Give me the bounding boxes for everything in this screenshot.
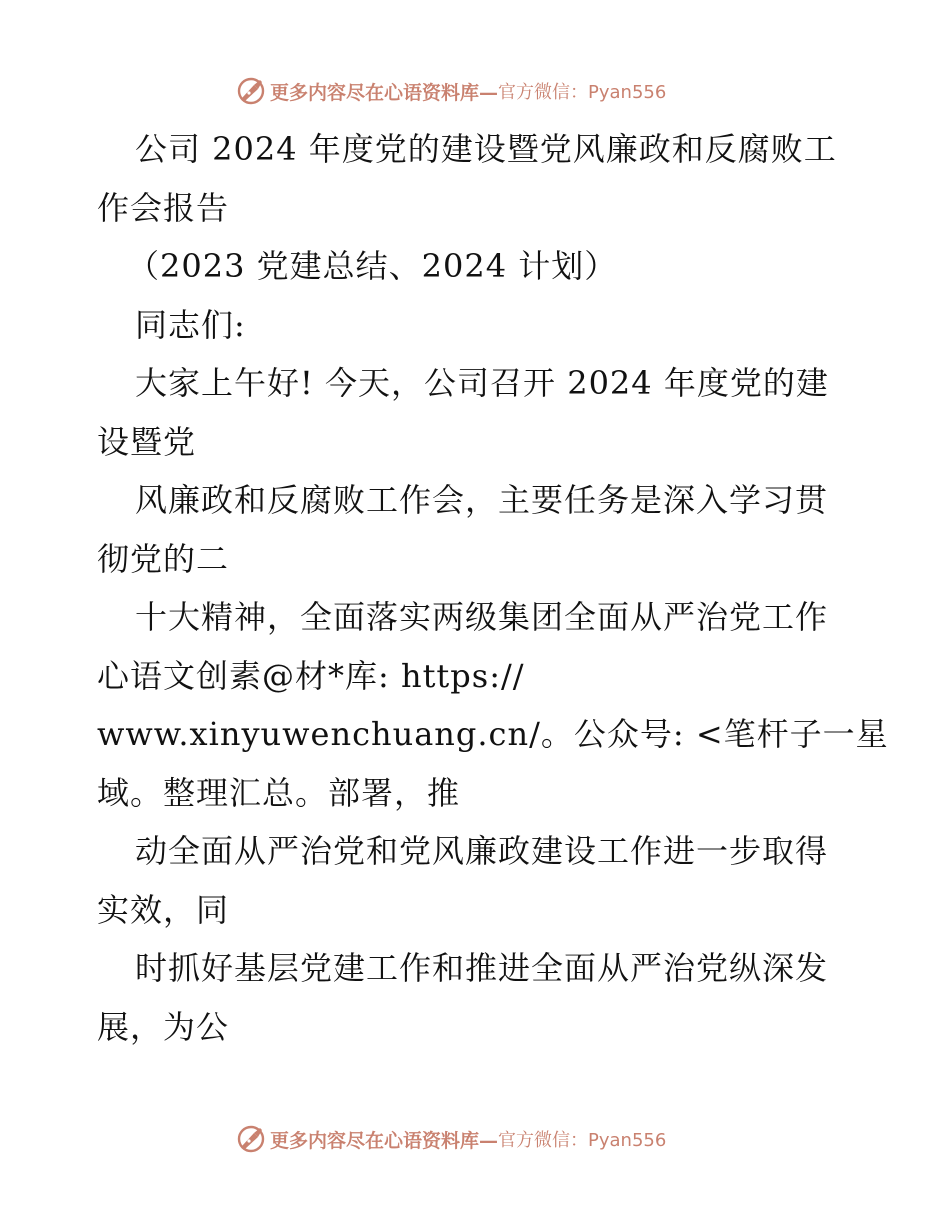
salutation-line: 同志们: xyxy=(135,305,246,344)
paragraph-line: 实效，同 xyxy=(97,890,230,929)
paragraph-line: 心语文创素@材*库: https:// xyxy=(97,656,525,695)
watermark-footer xyxy=(236,1122,666,1156)
pen-nib-logo-icon xyxy=(236,1124,266,1154)
paragraph-line: 时抓好基层党建工作和推进全面从严治党纵深发 xyxy=(135,949,829,987)
paragraph-line: 大家上午好! 今天，公司召开 2024 年度党的建 xyxy=(135,364,829,402)
title-line-1: 公司 2024 年度党的建设暨党风廉政和反腐败工 xyxy=(135,130,837,168)
subtitle-line: （2023 党建总结、2024 计划） xyxy=(127,247,618,285)
watermark-wechat-text: 官方微信：Pyan556 xyxy=(498,1130,667,1151)
paragraph-line: 展，为公 xyxy=(97,1007,230,1046)
watermark-main-text: 更多内容尽在心语资料库— xyxy=(270,81,499,104)
paragraph-line: www.xinyuwenchuang.cn/。公众号: <笔杆子一星 xyxy=(97,715,889,753)
pen-nib-logo-icon xyxy=(236,76,266,106)
paragraph-line: 动全面从严治党和党风廉政建设工作进一步取得 xyxy=(135,832,829,870)
paragraph-line: 十大精神，全面落实两级集团全面从严治党工作 xyxy=(135,598,829,636)
paragraph-line: 风廉政和反腐败工作会，主要任务是深入学习贯 xyxy=(135,481,829,519)
watermark-header xyxy=(236,74,666,108)
paragraph-line: 彻党的二 xyxy=(97,539,230,578)
watermark-wechat-text: 官方微信：Pyan556 xyxy=(498,82,667,103)
paragraph-line: 域。整理汇总。部署，推 xyxy=(97,773,461,812)
document-body xyxy=(97,120,889,1056)
watermark-main-text: 更多内容尽在心语资料库— xyxy=(270,1129,499,1152)
title-line-2: 作会报告 xyxy=(97,188,230,227)
paragraph-line: 设暨党 xyxy=(97,422,197,461)
